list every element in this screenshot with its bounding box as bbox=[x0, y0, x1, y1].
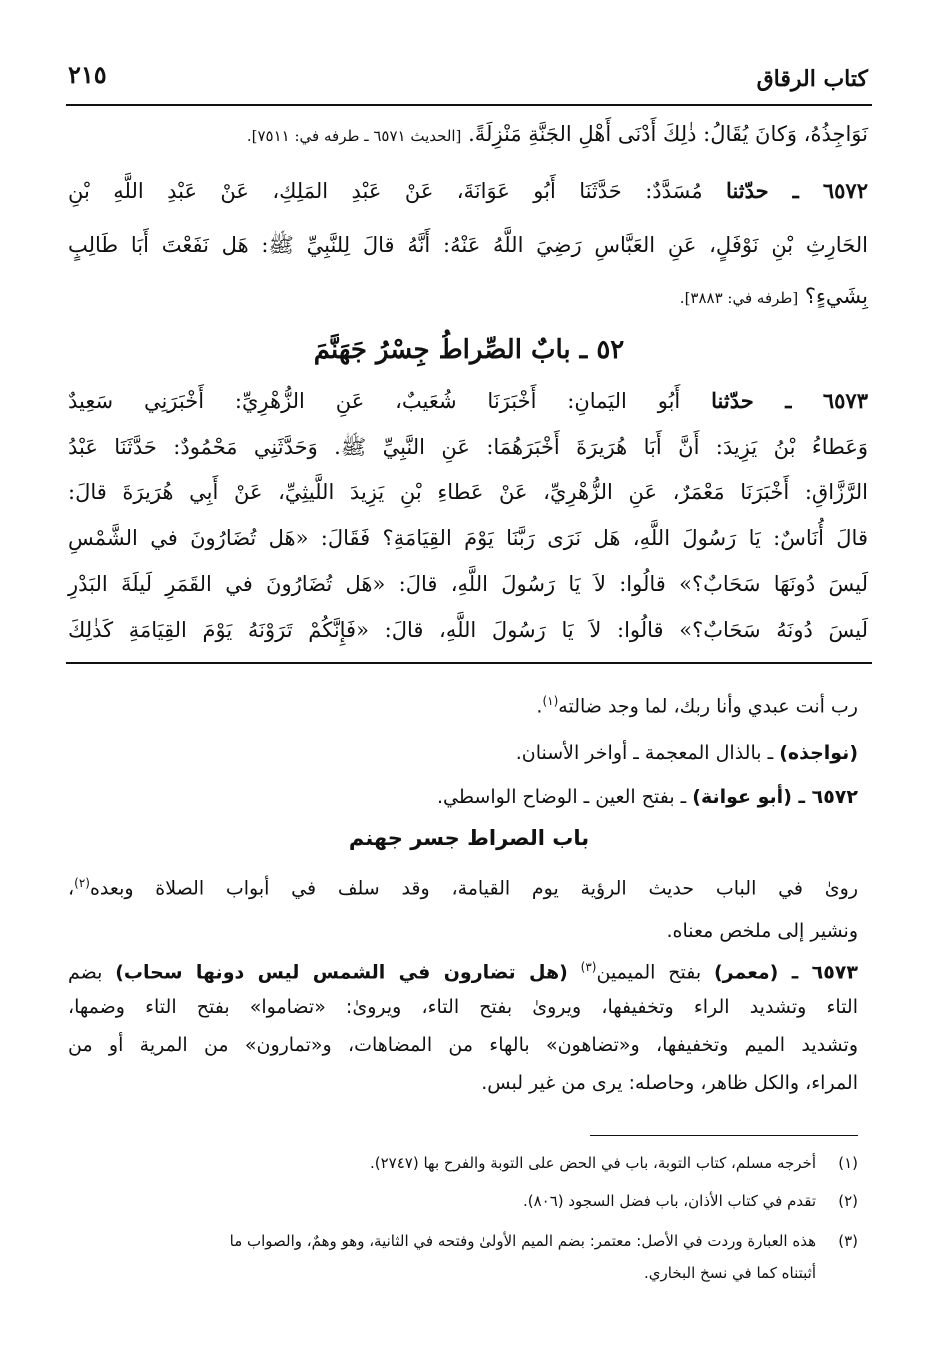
commentary-text: ـ بالذال المعجمة ـ أواخر الأسنان. bbox=[515, 742, 774, 764]
commentary-line: رب أنت عبدي وأنا ربك، لما وجد ضالته$^{(١)}$. bbox=[536, 694, 858, 718]
footnote-text: هذه العبارة وردت في الأصل: معتمر: بضم الميم الأولىٰ وفتحه في الثانية، وهو وهمٌ، والصواب ما bbox=[229, 1232, 816, 1250]
commentary-text: روىٰ في الباب حديث الرؤية يوم القيامة، وقد سلف في أبواب الصلاة وبعده bbox=[89, 877, 858, 900]
term: (هل تضارون في الشمس ليس دونها سحاب) bbox=[115, 961, 568, 984]
cross-reference: [طرفه في: ٣٨٨٣]. bbox=[679, 289, 799, 307]
commentary-text: بفتح الميمين bbox=[596, 961, 702, 984]
footnote-marker: (١) bbox=[542, 694, 559, 708]
matn-line: لَيسَ دُونَهُ سَحَابٌ؟» قالُوا: لاَ يَا رَسُولَ اللَّهِ، قالَ: «فَإِنَّكُمْ تَرَوْنَهُ يَوْمَ القِيَامَةِ كَذٰلِكَ bbox=[68, 618, 868, 642]
matn-text: نَوَاجِذُهُ، وَكانَ يُقَالُ: ذٰلِكَ أَدْنَى أَهْلِ الجَنَّةِ مَنْزِلَةً. bbox=[468, 122, 868, 146]
commentary-line bbox=[68, 960, 858, 983]
commentary-line bbox=[437, 786, 858, 808]
commentary-line: المراء، والكل ظاهر، وحاصله: يرى من غير لبس. bbox=[481, 1072, 858, 1094]
hadith-number: ٦٥٧٣ ـ حدّثنا bbox=[711, 388, 868, 413]
footnote-number: (٢) bbox=[838, 1192, 858, 1210]
term: (نواجذه) bbox=[779, 742, 858, 764]
footnote bbox=[230, 1232, 858, 1250]
commentary-text: بضم bbox=[68, 961, 103, 984]
footnote-marker: (٢) bbox=[74, 876, 90, 890]
footnote bbox=[370, 1154, 858, 1172]
header-rule bbox=[66, 104, 872, 106]
footnote-marker: (٣) bbox=[580, 960, 597, 974]
commentary-text: رب أنت عبدي وأنا ربك، لما وجد ضالته bbox=[558, 695, 858, 718]
commentary-line: وتشديد الميم وتخفيفها، و«تضاهون» بالهاء من المضاهات، و«تمارون» من المرية أو من bbox=[68, 1034, 858, 1056]
section-separator bbox=[66, 662, 872, 664]
cross-reference: [الحديث ٦٥٧١ ـ طرفه في: ٧٥١١]. bbox=[246, 127, 462, 145]
matn-text: بِشَيءٍ؟ bbox=[804, 284, 868, 308]
commentary-line bbox=[516, 742, 858, 764]
matn-line: وَعَطاءُ بْنُ يَزِيدَ: أَنَّ أَبَا هُرَيرَةَ أَخْبَرَهُمَا: عَنِ النَّبِيِّ ﷺ. وَحَدَّثَنِي مَحْمُودٌ: حَدَّثَنَا عَبْدُ bbox=[68, 435, 868, 459]
matn-line: قالَ أُنَاسٌ: يَا رَسُولَ اللَّهِ، هَل نَرَى رَبَّنَا يَوْمَ القِيَامَةِ؟ فَقَالَ: «هَل تُضَارُونَ في الشَّمْسِ bbox=[68, 526, 868, 550]
footnote-text: تقدم في كتاب الأذان، باب فضل السجود (٨٠٦). bbox=[522, 1192, 816, 1210]
commentary-line: ونشير إلى ملخص معناه. bbox=[666, 920, 858, 942]
running-head-title: كتاب الرقاق bbox=[756, 66, 868, 92]
chapter-heading: ٥٢ ـ بابٌ الصِّراطُ جِسْرُ جَهَنَّمَ bbox=[313, 335, 625, 365]
term: ٦٥٧٢ ـ (أبو عوانة) bbox=[692, 786, 858, 808]
page-number: ٢١٥ bbox=[68, 60, 107, 89]
matn-text: مُسَدَّدٌ: حَدَّثَنَا أَبُو عَوَانَةَ، عَنْ عَبْدِ المَلِكِ، عَنْ عَبْدِ اللَّهِ بْنِ bbox=[68, 179, 703, 203]
footnote-number: (٣) bbox=[838, 1232, 858, 1250]
footnote-text: أثبتناه كما في نسخ البخاري. bbox=[644, 1264, 816, 1282]
hadith-number: ٦٥٧٢ ـ حدّثنا bbox=[726, 178, 868, 203]
commentary-line: روىٰ في الباب حديث الرؤية يوم القيامة، وقد سلف في أبواب الصلاة وبعده$^{(٢)}$، bbox=[68, 876, 858, 900]
footnote-rule bbox=[590, 1135, 858, 1136]
commentary-text: ـ بفتح العين ـ الوضاح الواسطي. bbox=[436, 786, 687, 808]
footnote-text: أخرجه مسلم، كتاب التوبة، باب في الحض على التوبة والفرح بها (٢٧٤٧). bbox=[370, 1154, 816, 1172]
matn-line bbox=[68, 122, 868, 146]
footnote bbox=[644, 1264, 858, 1282]
matn-line: الرَّزَّاقِ: أَخْبَرَنَا مَعْمَرٌ، عَنِ الزُّهْرِيِّ، عَنْ عَطاءِ بْنِ يَزِيدَ اللَّيثِيِّ، عَنْ أَبِي هُرَيرَةَ قالَ: bbox=[68, 480, 868, 504]
footnote-number: (١) bbox=[838, 1154, 858, 1172]
matn-line bbox=[68, 178, 868, 203]
footnote bbox=[523, 1192, 858, 1210]
term: ٦٥٧٣ ـ (معمر) bbox=[713, 961, 858, 984]
commentary-heading: باب الصراط جسر جهنم bbox=[348, 826, 590, 850]
matn-line bbox=[680, 284, 868, 308]
matn-line: لَيسَ دُونَهَا سَحَابٌ؟» قالُوا: لاَ يَا رَسُولَ اللَّهِ، قالَ: «هَل تُضَارُونَ في القَمَرِ لَيلَةَ البَدْرِ bbox=[68, 572, 868, 596]
matn-line: الحَارِثِ بْنِ نَوْفَلٍ، عَنِ العَبَّاسِ رَضِيَ اللَّهُ عَنْهُ: أَنَّهُ قالَ لِلنَّبِيِّ ﷺ: هَل نَفَعْتَ أَبَا طَالِبٍ bbox=[68, 233, 868, 257]
matn-text: أَبُو اليَمانِ: أَخْبَرَنَا شُعَيبٌ، عَنِ الزُّهْرِيِّ: أَخْبَرَنِي سَعِيدٌ bbox=[68, 389, 681, 413]
matn-line bbox=[68, 388, 868, 413]
commentary-line: التاء وتشديد الراء وتخفيفها، ويروىٰ بفتح التاء، ويروىٰ: «تضاموا» بفتح التاء وضمها، bbox=[68, 996, 858, 1018]
